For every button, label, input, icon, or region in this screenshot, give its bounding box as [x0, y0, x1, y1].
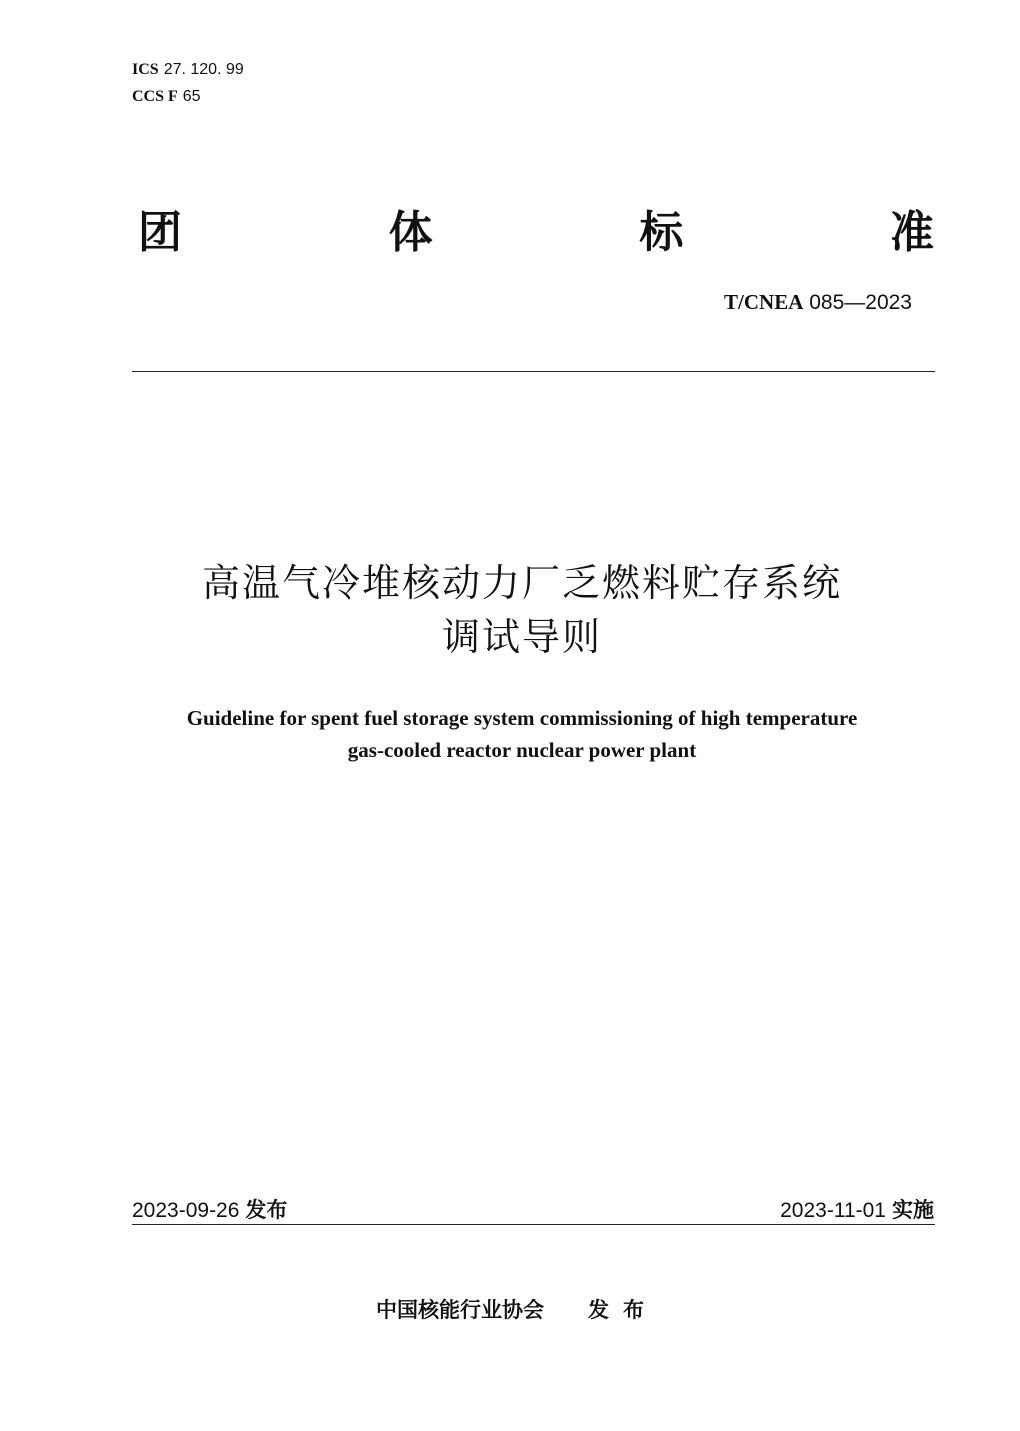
chinese-title-line: 高温气冷堆核动力厂乏燃料贮存系统: [201, 561, 842, 605]
standard-type-char: 标: [639, 207, 684, 258]
standard-type-heading: [138, 205, 934, 261]
standard-type-char: 团: [138, 207, 182, 258]
bottom-divider: [132, 1224, 935, 1225]
ics-code: [132, 60, 244, 80]
english-title-line: gas-cooled reactor nuclear power plant: [347, 738, 697, 762]
top-divider: [132, 371, 935, 372]
english-title-line: Guideline for spent fuel storage system commissioning of high temperature: [186, 706, 858, 730]
publisher-name: 中国核能行业协会: [376, 1298, 544, 1322]
publisher-line: [376, 1295, 658, 1325]
english-title: [100, 702, 944, 766]
standard-number-prefix: T/CNEA: [724, 290, 804, 314]
issue-date-value: 2023-09-26: [132, 1199, 240, 1222]
ics-value: 27. 120. 99: [163, 61, 244, 78]
chinese-title-line: 调试导则: [441, 615, 602, 659]
issue-date-label: 发布: [245, 1198, 288, 1222]
standard-number: [724, 288, 912, 317]
standard-type-char: 准: [889, 207, 934, 258]
ccs-code: [132, 87, 201, 107]
standard-type-char: 体: [388, 207, 433, 258]
ccs-value: 65: [182, 88, 201, 105]
standard-number-value: 085—2023: [809, 291, 912, 314]
implementation-date: [780, 1196, 934, 1225]
implementation-date-value: 2023-11-01: [780, 1199, 886, 1222]
publisher-verb: 发布: [588, 1298, 658, 1322]
ccs-label: CCS F: [132, 88, 178, 105]
ics-label: ICS: [132, 61, 159, 78]
issue-date: [132, 1196, 287, 1225]
chinese-title: [100, 556, 944, 664]
implementation-date-label: 实施: [892, 1198, 934, 1222]
